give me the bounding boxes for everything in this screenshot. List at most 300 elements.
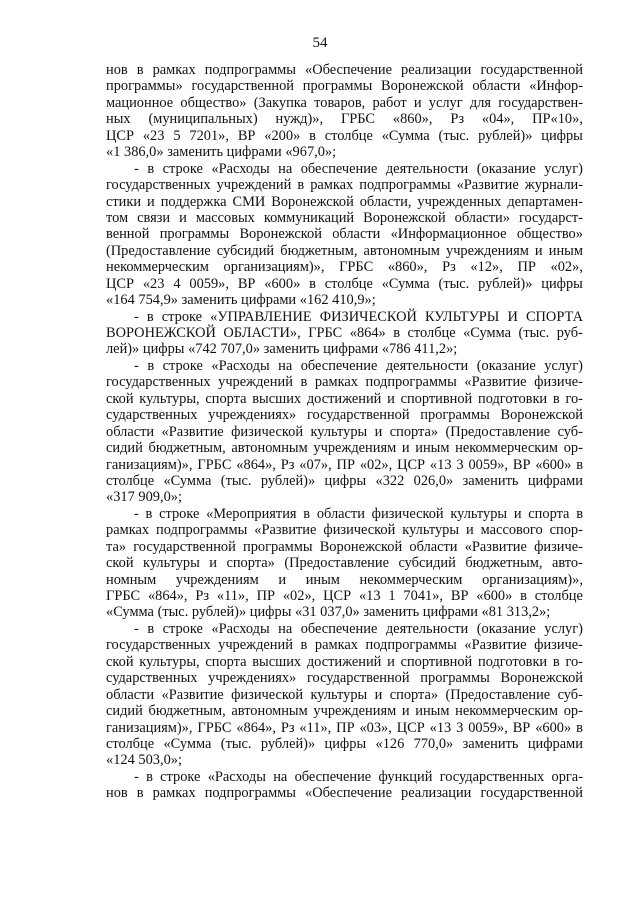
word: физической	[323, 522, 396, 539]
word: общество»	[180, 94, 247, 111]
word: 7041»,	[403, 588, 443, 604]
word: организациям)»,	[482, 571, 583, 588]
word: «864»,	[236, 719, 276, 736]
word: автономным	[231, 703, 308, 720]
word: «Сумма	[381, 127, 430, 144]
word: культуры	[402, 522, 460, 539]
word: «Развитие	[161, 686, 224, 703]
word: го-	[565, 653, 583, 670]
word: области	[472, 78, 521, 95]
word: 410,9»;	[332, 292, 376, 309]
word: в	[147, 357, 155, 374]
word: услуг	[428, 94, 463, 111]
word: учреждений	[216, 177, 292, 194]
word: «Информационное	[390, 226, 507, 243]
word: столбце	[324, 127, 373, 144]
text-line	[106, 440, 583, 456]
word: цифры	[249, 604, 292, 621]
word: заменить	[181, 292, 238, 309]
word: «13	[429, 456, 452, 473]
word: государственной	[307, 670, 410, 687]
word: (тыс.	[518, 325, 550, 341]
text-line	[106, 391, 583, 407]
text-line	[106, 276, 583, 292]
text-line	[106, 572, 583, 588]
word: 707,0»	[220, 341, 261, 358]
word: в	[309, 275, 316, 292]
page-number: 54	[312, 35, 328, 51]
word: «23	[142, 275, 165, 292]
word: спорта	[528, 505, 570, 522]
word: департамен-	[507, 193, 583, 210]
word: ской	[106, 390, 134, 407]
word: деятельности	[385, 357, 469, 374]
word: «Расходы	[211, 357, 270, 374]
word: Воронежской	[363, 209, 446, 226]
word: строке	[161, 308, 203, 325]
word: на	[273, 768, 288, 785]
word: «02»,	[359, 456, 393, 473]
word: Воронежской	[500, 407, 583, 424]
word: сударственных	[106, 407, 198, 424]
word: программы	[420, 407, 490, 424]
word: (Предоставление	[284, 555, 389, 572]
word: учреждениях»	[208, 407, 297, 424]
word: цифрами	[241, 292, 297, 309]
text-line	[106, 654, 583, 670]
word: спортивной	[400, 390, 473, 407]
word: программы	[302, 78, 373, 95]
word: «600»	[476, 588, 513, 604]
word: массовых	[195, 209, 255, 226]
word: «967,0»;	[285, 144, 337, 161]
word: заменить	[263, 341, 320, 358]
word: «Обеспечение	[305, 785, 392, 802]
word: цифрами	[527, 472, 583, 489]
word: физической	[231, 686, 304, 703]
word: государственной	[307, 407, 410, 424]
word: ВР	[450, 588, 469, 604]
word: ПР	[256, 588, 276, 604]
word: государственных	[439, 768, 545, 785]
word: бюджетным,	[465, 555, 543, 572]
word: «13	[429, 719, 452, 736]
word: «31	[294, 604, 317, 621]
word: учреждениям	[313, 703, 397, 720]
word: рамках	[310, 177, 354, 194]
word: учрежденных	[417, 193, 502, 210]
text-line	[106, 473, 583, 489]
word: ГРБС	[197, 719, 232, 736]
word: ганизациям)»,	[106, 456, 193, 473]
word: на	[278, 357, 293, 374]
word: 1	[388, 588, 396, 604]
word: спорта»	[389, 423, 439, 440]
word: журнали-	[524, 177, 583, 194]
word: в	[393, 325, 401, 341]
word: субсидий	[398, 555, 456, 572]
word: подпрограммы	[365, 637, 457, 654]
word: ЦСР	[106, 275, 134, 292]
word: цифры	[541, 275, 583, 292]
word: для	[469, 94, 492, 111]
word: «600»	[535, 719, 572, 736]
word: ганизациям)»,	[106, 719, 193, 736]
word: 3	[456, 456, 464, 473]
text-line	[106, 325, 583, 341]
word: и	[374, 423, 383, 440]
word: рамках	[152, 785, 196, 802]
word: 5	[173, 127, 181, 144]
word: (Предоставление	[106, 242, 211, 259]
word: программы	[243, 538, 313, 555]
word: ской	[106, 555, 134, 572]
word: в	[147, 620, 155, 637]
word: деятельности	[385, 160, 469, 177]
word: работ	[372, 94, 407, 111]
word: ГРБС	[197, 456, 232, 473]
word: «786	[381, 341, 411, 358]
word: нужд)»,	[275, 111, 324, 128]
word: та»	[106, 538, 127, 555]
text-line	[106, 703, 583, 719]
word: столбце	[106, 735, 155, 752]
word: иным	[548, 242, 583, 259]
word: «Расходы	[207, 768, 266, 785]
word: спортивной	[400, 653, 473, 670]
word: суб-	[557, 686, 583, 703]
word: подпрограммы	[365, 374, 457, 391]
word: программы»	[106, 78, 183, 95]
word: обеспечение	[300, 620, 378, 637]
text-line	[106, 752, 583, 768]
word: Рз	[280, 719, 295, 736]
word: «02»,	[550, 259, 583, 276]
word: ПР	[517, 259, 536, 276]
text-line	[106, 489, 583, 505]
word: ор-	[563, 440, 583, 457]
word: Воронежской	[500, 670, 583, 687]
word: на	[278, 620, 293, 637]
word: -	[134, 505, 139, 522]
word: «13	[358, 588, 381, 604]
word: «Сумма	[106, 604, 154, 621]
word: в	[309, 127, 316, 144]
word: «600»	[264, 275, 301, 292]
word: государственной	[480, 785, 583, 802]
word: «322	[375, 472, 405, 489]
word: 0059»,	[468, 456, 509, 473]
word: высших	[252, 390, 302, 407]
word: ПР«10»,	[532, 111, 583, 128]
word: Рз	[195, 588, 210, 604]
word: СМИ	[232, 193, 266, 210]
word: ГРБС	[308, 325, 343, 341]
word: и	[401, 440, 410, 457]
word: 411,2»;	[414, 341, 458, 358]
word: (Закупка	[253, 94, 307, 111]
text-line	[106, 226, 583, 242]
word: авто-	[551, 555, 583, 572]
word: подготовки	[478, 390, 548, 407]
word: цифры	[324, 472, 367, 489]
word: «11»,	[216, 588, 249, 604]
text-line	[106, 259, 583, 275]
word: 770,0»	[413, 735, 454, 752]
word: цифры	[541, 127, 583, 144]
word: «860»,	[392, 111, 433, 128]
text-line	[106, 358, 583, 374]
word: и	[534, 242, 543, 259]
word: обеспечение	[300, 160, 378, 177]
word: высших	[252, 653, 302, 670]
word: области	[409, 538, 458, 555]
word: и	[374, 686, 383, 703]
text-line	[106, 637, 583, 653]
word: «Сумма	[163, 472, 212, 489]
word: СПОРТА	[525, 308, 583, 325]
word: подпрограммы	[359, 177, 451, 194]
word: рамках	[106, 522, 150, 539]
word: -	[134, 308, 139, 325]
word: области,	[359, 193, 412, 210]
text-line	[106, 736, 583, 752]
word: общество»	[516, 226, 583, 243]
word: коммуникаций	[263, 209, 355, 226]
word: в	[576, 505, 583, 522]
word: рамках	[314, 637, 358, 654]
word: государственной	[191, 78, 294, 95]
text-line	[106, 424, 583, 440]
text-line	[106, 194, 583, 210]
word: учреждениям	[313, 440, 397, 457]
word: культуры,	[139, 390, 200, 407]
text-line	[106, 522, 583, 538]
text-line	[106, 341, 583, 357]
word: -	[134, 357, 139, 374]
word: «124	[106, 752, 135, 769]
word: спор-	[549, 522, 583, 539]
word: и	[387, 653, 395, 670]
word: услуг)	[544, 160, 583, 177]
word: «02»,	[282, 588, 316, 604]
word: -	[134, 160, 139, 177]
word: цифрами	[527, 735, 583, 752]
word: в	[147, 160, 155, 177]
word: том	[106, 209, 129, 226]
word: «162	[299, 292, 329, 309]
word: ЦСР	[397, 456, 426, 473]
word: подпрограммы	[204, 785, 296, 802]
word: рублей)»	[191, 604, 247, 621]
word: рамках	[314, 374, 358, 391]
text-line	[106, 588, 583, 604]
word: в	[146, 768, 153, 785]
word: связи	[137, 209, 171, 226]
word: учреждениям	[175, 571, 259, 588]
word: обеспечение	[300, 357, 378, 374]
word: ОБЛАСТИ»,	[223, 325, 301, 341]
word: 4	[173, 275, 181, 292]
word: «864»,	[236, 456, 276, 473]
word: (тыс.	[157, 604, 189, 621]
word: рублей)»	[260, 472, 316, 489]
word: 386,0»	[124, 144, 164, 161]
word: «200»	[264, 127, 301, 144]
text-line	[106, 785, 583, 801]
word: 909,0»;	[138, 489, 182, 506]
text-line	[106, 210, 583, 226]
word: в	[136, 62, 144, 78]
word: реализации	[401, 785, 472, 802]
word: ВР	[237, 275, 256, 292]
word: услуг)	[544, 357, 583, 374]
word: 026,0»	[413, 472, 454, 489]
word: «Расходы	[211, 160, 270, 177]
word: «Развитие	[456, 177, 519, 194]
word: физиче-	[534, 374, 583, 391]
word: учреждениях»	[208, 670, 297, 687]
document-body	[106, 62, 583, 802]
word: (тыс.	[220, 735, 252, 752]
word: (тыс.	[220, 472, 252, 489]
word: «Развитие	[464, 538, 527, 555]
word: подпрограммы	[156, 522, 248, 539]
word: культуры	[310, 423, 368, 440]
text-line	[106, 506, 583, 522]
text-line	[106, 128, 583, 144]
text-line	[106, 243, 583, 259]
word: деятельности	[385, 620, 469, 637]
word: государственных	[106, 374, 211, 391]
word: строке	[159, 505, 200, 522]
word: физиче-	[534, 538, 583, 555]
word: ПР	[336, 456, 355, 473]
word: столбце	[407, 325, 456, 341]
word: сидий	[106, 440, 143, 457]
word: физической	[371, 505, 444, 522]
word: нов	[106, 62, 128, 78]
word: цифрами	[226, 144, 282, 161]
text-line	[106, 687, 583, 703]
word: Воронежской	[239, 226, 322, 243]
word: «81	[481, 604, 504, 621]
word: ор-	[563, 703, 583, 720]
word: культуры,	[139, 653, 200, 670]
word: 7201»,	[189, 127, 229, 144]
text-line	[106, 62, 583, 78]
word: культуры	[310, 686, 368, 703]
word: программы	[159, 226, 230, 243]
word: (оказание	[476, 357, 536, 374]
word: Воронежской	[271, 193, 354, 210]
word: некоммерческим	[106, 259, 209, 276]
word: в	[300, 374, 308, 391]
word: физической	[231, 423, 304, 440]
word: в	[576, 456, 583, 473]
word: рублей)»	[260, 735, 316, 752]
word: «Обеспечение	[305, 62, 392, 78]
word: ЦСР	[396, 719, 425, 736]
text-line	[106, 407, 583, 423]
word: в	[136, 785, 144, 802]
word: и	[209, 555, 217, 572]
word: «164	[106, 292, 135, 309]
word: учреждений	[218, 637, 293, 654]
word: «864»,	[147, 588, 188, 604]
word: сударственных	[106, 670, 198, 687]
word: «Сумма	[163, 735, 212, 752]
word: строке	[162, 357, 203, 374]
word: физиче-	[534, 637, 583, 654]
word: области	[316, 505, 365, 522]
word: ГРБС	[339, 259, 374, 276]
word: венной	[106, 226, 150, 243]
word: спорта»	[389, 686, 439, 703]
word: заменить	[167, 144, 224, 161]
word: в	[297, 177, 305, 194]
word: нов	[106, 785, 128, 802]
word: бюджетным,	[148, 703, 226, 720]
word: «126	[375, 735, 405, 752]
word: организациям)»,	[223, 259, 325, 276]
word: столбце	[324, 275, 373, 292]
word: ской	[106, 653, 134, 670]
word: «Инфор-	[529, 78, 583, 95]
text-line	[106, 720, 583, 736]
word: (оказание	[476, 160, 536, 177]
text-line	[106, 78, 583, 94]
text-line	[106, 621, 583, 637]
word: субсидий	[216, 242, 275, 259]
word: в	[552, 653, 560, 670]
word: бюджетным,	[148, 440, 226, 457]
word: 3	[456, 719, 464, 736]
word: функций	[378, 768, 433, 785]
text-line	[106, 144, 583, 160]
word: Рз	[280, 456, 295, 473]
word: руб-	[556, 325, 583, 341]
word: строке	[162, 620, 203, 637]
word: на	[278, 160, 293, 177]
word: суб-	[557, 423, 583, 440]
word: достижений	[306, 390, 382, 407]
text-line	[106, 670, 583, 686]
word: поддержка	[160, 193, 227, 210]
word: «Развитие	[161, 423, 224, 440]
word: Рз	[442, 259, 456, 276]
word: (Предоставление	[445, 423, 551, 440]
word: программы	[420, 670, 490, 687]
word: Воронежской	[381, 78, 464, 95]
word: И	[507, 308, 518, 325]
word: некоммерческим	[455, 703, 559, 720]
word: автономным	[363, 242, 440, 259]
word: ЦСР	[106, 127, 134, 144]
word: ных	[106, 111, 131, 128]
word: «11»,	[299, 719, 332, 736]
word: (тыс.	[438, 275, 470, 292]
word: иным	[305, 571, 340, 588]
word: области	[106, 686, 155, 703]
word: «742	[188, 341, 217, 358]
word: и	[465, 522, 474, 539]
word: «12»,	[470, 259, 503, 276]
word: учреждениям	[446, 242, 529, 259]
text-line	[106, 604, 583, 620]
text-line	[106, 161, 583, 177]
word: стики	[106, 193, 142, 210]
